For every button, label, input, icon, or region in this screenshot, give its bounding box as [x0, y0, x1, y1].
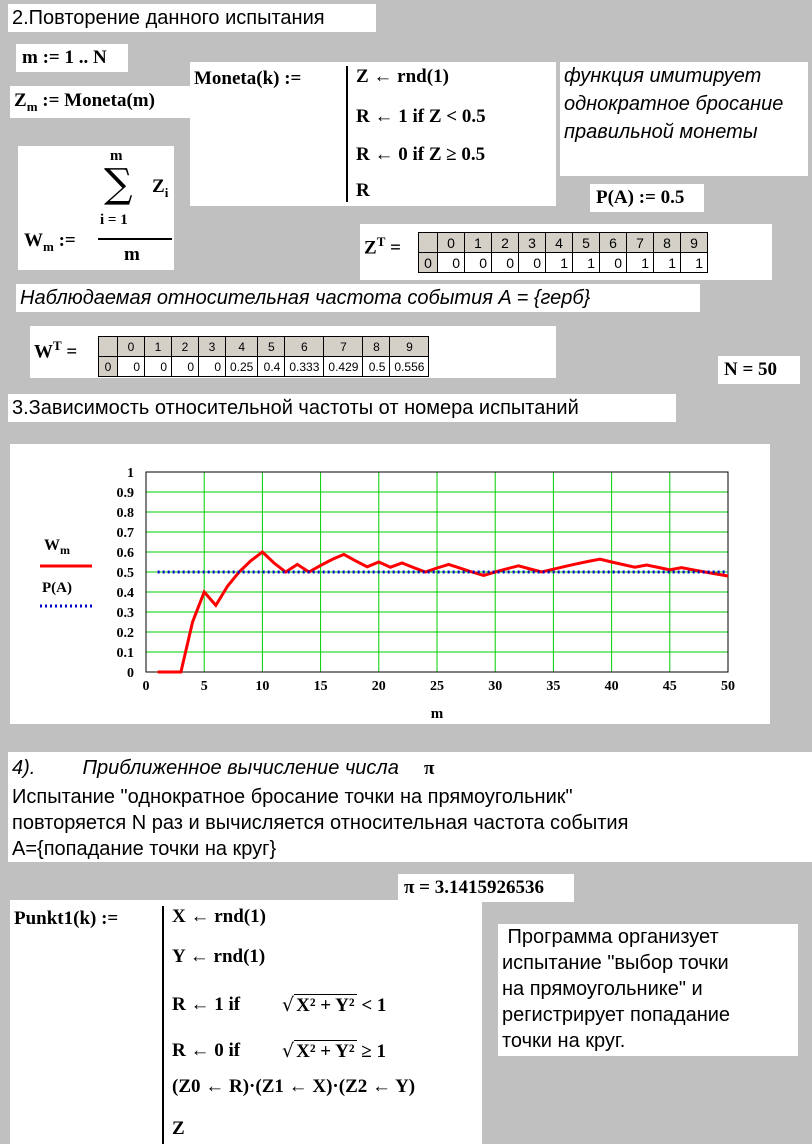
- punkt-line-4: R ← 0 if: [172, 1040, 241, 1061]
- sum-top: m: [110, 148, 123, 164]
- zt-sup: T: [376, 234, 386, 249]
- section4-title: [8, 752, 812, 862]
- desc-line-1: Испытание "однократное бросание точки на прямоугольник": [12, 786, 573, 808]
- range-definition[interactable]: [16, 44, 128, 72]
- punkt-line-1: X ← rnd(1): [172, 906, 266, 927]
- wt-matrix[interactable]: [30, 326, 556, 378]
- sqrt-expr-2: X² + Y²: [296, 1041, 355, 1062]
- w-assign: :=: [58, 230, 76, 251]
- n-value[interactable]: [718, 356, 800, 384]
- zt-cell: 0: [438, 253, 465, 273]
- comment-line-3: на прямоугольнике" и: [502, 978, 703, 1000]
- moneta-comment: функция имитирует однократное бросание правильной монеты: [560, 62, 808, 176]
- zt-cell: 1: [654, 253, 681, 273]
- wt-cell: 0: [172, 357, 199, 377]
- pi-symbol: π: [423, 758, 435, 779]
- punkt-line-5: (Z0 ← R)·(Z1 ← X)·(Z2 ← Y): [172, 1076, 416, 1097]
- sum-term: Z: [152, 176, 165, 197]
- x-tick-label: 0: [142, 679, 150, 694]
- desc-line-2: повторяется N раз и вычисляется относительная частота события: [12, 812, 629, 834]
- sum-symbol: ∑: [104, 161, 133, 207]
- moneta-line-4: R: [356, 180, 370, 201]
- cmp-ge: ≥ 1: [361, 1041, 387, 1062]
- wt-col-header: 5: [258, 337, 285, 357]
- sqrt-expr-1: X² + Y²: [296, 995, 355, 1016]
- cmp-lt: < 1: [361, 995, 387, 1016]
- zt-col-header: 0: [438, 233, 465, 253]
- zt-col-header: 2: [492, 233, 519, 253]
- w-lhs: W: [24, 230, 43, 251]
- punkt-line-2: Y ← rnd(1): [172, 946, 266, 967]
- moneta-head: Moneta(k) :=: [194, 68, 302, 89]
- chart-region[interactable]: [10, 444, 770, 724]
- zt-matrix[interactable]: [360, 224, 772, 280]
- y-tick-label: 0.9: [116, 486, 134, 501]
- w-definition[interactable]: [18, 146, 174, 270]
- comment-line-5: точки на круг.: [502, 1030, 626, 1052]
- moneta-line-1: Z ← rnd(1): [356, 66, 449, 87]
- pi-value[interactable]: [398, 874, 574, 902]
- wt-col-header: [99, 337, 118, 357]
- wt-eq: =: [66, 341, 78, 363]
- x-tick-label: 15: [313, 679, 328, 694]
- y-tick-label: 0.3: [116, 606, 134, 621]
- wt-col-header: 9: [390, 337, 429, 357]
- zt-cell: 0: [465, 253, 492, 273]
- sum-term-sub: i: [164, 184, 169, 200]
- y-tick-label: 0: [127, 666, 134, 681]
- wt-col-header: 4: [226, 337, 258, 357]
- z-def-lhs: Z: [14, 90, 27, 111]
- zt-col-header: 3: [519, 233, 546, 253]
- z-def-sub: m: [26, 98, 38, 114]
- wt-col-header: 2: [172, 337, 199, 357]
- wt-cell: 0.25: [226, 357, 258, 377]
- pi-value-text: π = 3.1415926536: [404, 877, 544, 898]
- wt-row-header: 0: [99, 357, 118, 377]
- wt-label: W: [34, 341, 53, 363]
- zt-cell: 1: [546, 253, 573, 273]
- y-tick-label: 0.8: [116, 506, 134, 521]
- wt-col-header: 7: [324, 337, 363, 357]
- x-tick-label: 35: [546, 679, 561, 694]
- wt-cell: 0.556: [390, 357, 429, 377]
- wt-col-header: 0: [118, 337, 145, 357]
- moneta-function[interactable]: [190, 62, 556, 206]
- x-tick-label: 10: [255, 679, 270, 694]
- moneta-line-2: R ← 1 if Z < 0.5: [356, 106, 486, 127]
- zt-col-header: 9: [681, 233, 708, 253]
- x-tick-label: 5: [200, 679, 208, 694]
- comment-line-1: Программа организует: [502, 926, 719, 948]
- pa-definition-text: P(A) := 0.5: [596, 187, 685, 208]
- x-tick-label: 25: [430, 679, 444, 694]
- comment-line-4: регистрирует попадание: [502, 1004, 731, 1026]
- x-tick-label: 20: [371, 679, 386, 694]
- sum-bottom: i = 1: [100, 212, 128, 228]
- wt-cell: 0.4: [258, 357, 285, 377]
- program-bar-2: [162, 906, 164, 1144]
- range-definition-text: m := 1 .. N: [22, 47, 107, 68]
- x-tick-label: 40: [604, 679, 619, 694]
- y-tick-label: 0.5: [116, 566, 134, 581]
- zt-cell: 1: [573, 253, 600, 273]
- y-tick-label: 0.2: [116, 626, 134, 641]
- relative-frequency-chart: [10, 444, 770, 724]
- zt-col-header: [419, 233, 438, 253]
- x-tick-label: 50: [721, 679, 735, 694]
- y-tick-label: 0.4: [116, 586, 134, 601]
- y-tick-label: 1: [127, 466, 134, 481]
- punkt-line-3: R ← 1 if: [172, 994, 241, 1015]
- zt-table: [418, 232, 708, 273]
- punkt-line-6: Z: [172, 1118, 185, 1139]
- z-definition[interactable]: [10, 86, 190, 118]
- legend-wm-label: $W_m$: [44, 537, 70, 557]
- wt-sup: T: [53, 338, 62, 353]
- zt-cell: 1: [627, 253, 654, 273]
- sqrt-1: √ X² + Y² < 1: [282, 994, 387, 1016]
- punkt-comment: [498, 924, 798, 1056]
- zt-col-header: 8: [654, 233, 681, 253]
- zt-label: Z: [364, 237, 377, 259]
- wt-col-header: 1: [145, 337, 172, 357]
- x-axis-label: m: [430, 706, 444, 722]
- y-tick-label: 0.7: [116, 526, 134, 541]
- zt-col-header: 5: [573, 233, 600, 253]
- wt-cell: 0: [199, 357, 226, 377]
- zt-row-header: 0: [419, 253, 438, 273]
- zt-col-header: 1: [465, 233, 492, 253]
- zt-col-header: 6: [600, 233, 627, 253]
- zt-col-header: 7: [627, 233, 654, 253]
- y-tick-label: 0.6: [116, 546, 134, 561]
- wt-col-header: 8: [363, 337, 390, 357]
- zt-cell: 0: [600, 253, 627, 273]
- moneta-line-3: R ← 0 if Z ≥ 0.5: [356, 144, 486, 165]
- n-value-text: N = 50: [724, 359, 778, 380]
- program-bar: [346, 66, 348, 202]
- wt-col-header: 6: [285, 337, 324, 357]
- punkt1-function[interactable]: [10, 900, 482, 1144]
- zt-cell: 0: [492, 253, 519, 273]
- w-denominator: m: [124, 244, 140, 265]
- zt-cell: 0: [519, 253, 546, 273]
- wt-table: [98, 336, 429, 377]
- zt-eq: =: [390, 237, 401, 259]
- wt-col-header: 3: [199, 337, 226, 357]
- x-tick-label: 45: [662, 679, 677, 694]
- section4-title-text: Приближенное вычисление числа: [82, 757, 399, 779]
- wt-cell: 0: [145, 357, 172, 377]
- w-sub: m: [43, 238, 54, 254]
- zt-col-header: 4: [546, 233, 573, 253]
- sqrt-2: √ X² + Y² ≥ 1: [282, 1040, 387, 1062]
- section4-desc: [12, 784, 628, 862]
- wt-cell: 0.429: [324, 357, 363, 377]
- wt-cell: 0: [118, 357, 145, 377]
- section2-title: 2.Повторение данного испытания: [8, 4, 376, 32]
- section3-title: 3.Зависимость относительной частоты от номера испытаний: [8, 394, 676, 422]
- section4-num: 4).: [12, 757, 36, 779]
- wt-cell: 0.333: [285, 357, 324, 377]
- z-def-rhs: := Moneta(m): [42, 90, 155, 111]
- pa-definition[interactable]: [590, 184, 704, 212]
- desc-line-3: A={попадание точки на круг}: [12, 838, 277, 860]
- observed-title: Наблюдаемая относительная частота события A = {герб}: [16, 284, 700, 312]
- fraction-bar: [98, 238, 172, 240]
- comment-line-2: испытание "выбор точки: [502, 952, 729, 974]
- punkt-head: Punkt1(k) :=: [14, 908, 119, 929]
- wt-cell: 0.5: [363, 357, 390, 377]
- y-tick-label: 0.1: [116, 646, 134, 661]
- zt-cell: 1: [681, 253, 708, 273]
- legend-pa-label: P(A): [42, 580, 72, 596]
- x-tick-label: 30: [488, 679, 503, 694]
